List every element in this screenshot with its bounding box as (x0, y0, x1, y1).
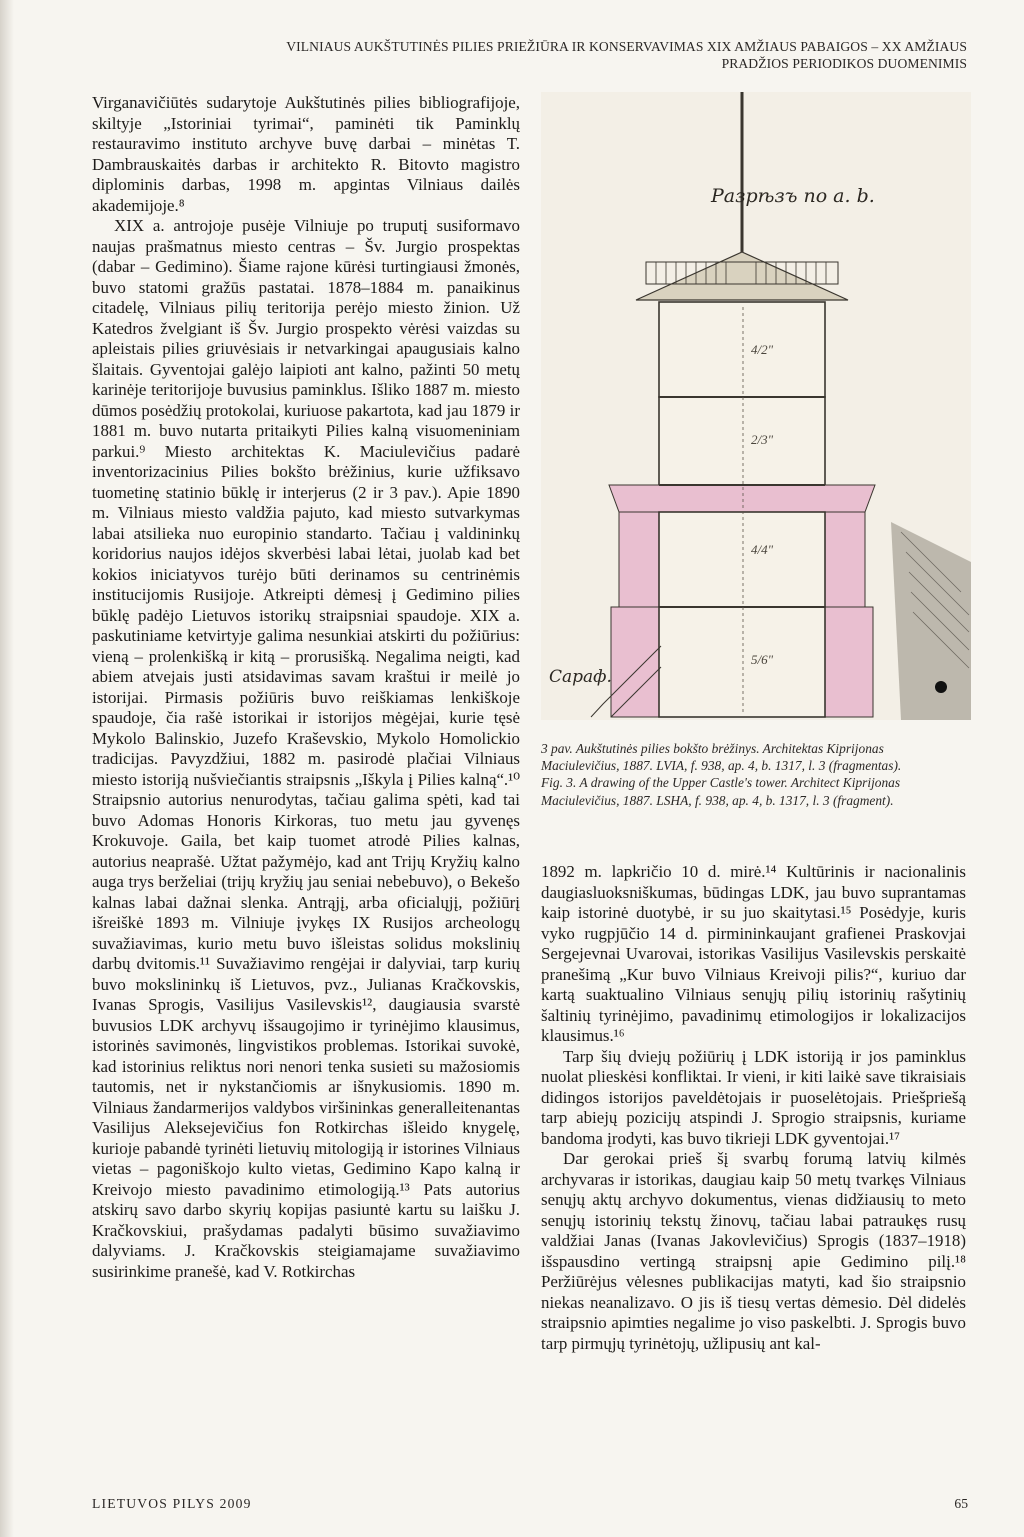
running-header-line-2: PRADŽIOS PERIODIKOS DUOMENIMIS (721, 56, 967, 71)
figure-caption (541, 740, 971, 809)
cornice-upper (609, 485, 875, 512)
handwritten-signature: Сараф. (549, 667, 612, 687)
footer-journal-title: LIETUVOS PILYS 2009 (92, 1496, 252, 1511)
hillside-shading (891, 522, 971, 720)
dimension-label-3: 4/4" (751, 542, 774, 557)
running-header (267, 38, 967, 72)
storey-second (659, 397, 825, 485)
storey-ground (659, 607, 825, 717)
left-paragraph-2: XIX a. antrojoje pusėje Vilniuje po truputį susiformavo naujas prašmatnus miesto centras – Šv. Jurgio prospektas (dabar – Gedimino). Šiame rajone kūrėsi turtingiausi žmonės, buvo statomi gražūs pastatai. 1878–1884 m. panaikinus citadelę, Vilniaus pilių teritorija perėjo miesto žinion. Už Katedros žvelgiant iš Šv. Jurgio prospekto vėrėsi vaizdas su apleistais pilies griuvėsiais ir netvarkingai apaugusiais kalno šlaitais. Gyventojai galėjo laipioti ant kalno, pažinti 50 metų karinėje teritorijoje buvusius paminklus. Išliko 1887 m. miesto dūmos posėdžių protokolai, kuriuose pakartota, kad jau 1879 ir 1881 m. buvo nutarta pritaikyti Pilies kalną visuomeniniam parkui.⁹ Miesto architektas K. Maciulevičius padarė inventorizacinius Pilies bokšto brėžinius, kurie užfiksavo tuometinę statinio būklę ir interjerus (2 ir 3 pav.). Apie 1890 m. Vilniaus miesto valdžia pajuto, kad miesto sutvarkymas labai atsilieka nuo europinio standarto. Tačiau į valdininkų koridorius naujos idėjos skverbėsi labai lėtai, juolab kad bet kokios iniciatyvos turėjo būti derinamos su centrinėmis institucijomis Rusijoje. Atkreipti dėmesį į Gedimino pilies būklę padėjo Lietuvos istorikų straipsniai spaudoje. XIX a. paskutiniame ketvirtyje galima nesunkiai atskirti du požiūrius: vieną – prolenkišką ir kitą – prorusišką. Negalima neigti, kad abiem atvejais justi atsidavimas savam kraštui ir meilė jo istorijai. Pirmasis požiūris buvo reiškiamas lenkiškoje spaudoje, čia rašė istorikai ir istorijos mėgėjai, kurie tęsė Mykolo Balinskio, Juzefo Kraševskio, Mykolo Homolickio tradicijas. Pavyzdžiui, 1882 m. pasirodė plačiai Vilniaus miesto istoriją nušviečiantis straipsnis „Iškyla į Pilies kalną“.¹⁰ Straipsnio autorius nenurodytas, tačiau galima spėti, kad tai buvo Adomas Honoris Kirkoras, tuo metu jau gyvenęs Krokuvoje. Gaila, bet kaip tuomet atrodė Pilies kalnas, autorius neaprašė. Užtat pažymėjo, kad ant Trijų Kryžių kalno auga trys berželiai (trijų kryžių jau seniai nebebuvo), o Bekešo kalnas labai dažnai slenka. Antrąjį, arba oficialųjį, požiūrį išreiškė 1893 m. Vilniuje įvykęs IX Rusijos archeologų suvažiavimas, kurio metu buvo išleistas solidus mokslinių darbų dvitomis.¹¹ Suvažiavimo rengėjai ir dalyviai, tarp kurių buvo mokslininkų iš Lietuvos, pvz., Julianas Kračkovskis, Ivanas Sprogis, Vasilijus Vasilevskis¹², daugiausia svarstė buvusios LDK archyvų išsaugojimo ir tyrinėjimo klausimus, istorinės savimonės, lingvistikos problemas. Istorikai suvokė, kad istorinius reliktus nori nenori tenka susieti su mažosiomis tautomis, net ir nykstančiomis ar išnykusiomis. 1890 m. Vilniaus žandarmerijos valdybos viršininkas generalleitenantas Vasilijus Aleksejevičius fon Rotkirchas išleido knygelę, kurioje pabandė tyrinėti lietuvių mitologiją ir istorines Vilniaus vietas – pagoniškojo kulto vietas, Gedimino Kapo kalną ir Kreivojo miesto pavadinimo etimologiją.¹³ Pats autorius atskirų savo darbo skyrių kopijas pasiuntė kartu su laišku J. Kračkovskiui, prašydamas padalyti būsimo suvažiavimo dalyviams. J. Kračkovskis steigiamajame suvažiavimo susirinkime pranešė, kad V. Rotkirchas (92, 216, 520, 1281)
figure-tower-drawing (541, 92, 971, 720)
caption-en-line-2: Maciulevičius, 1887. LSHA, f. 938, ap. 4, b. 1317, l. 3 (fragment). (541, 792, 894, 808)
caption-en-line-1: Fig. 3. A drawing of the Upper Castle's tower. Architect Kiprijonas (541, 775, 901, 791)
handwritten-title: Разрѣзъ по a. b. (711, 185, 875, 207)
left-paragraph-1: Virganavičiūtės sudarytoje Aukštutinės pilies bibliografijoje, skiltyje „Istoriniai tyrimai“, paminėti tik Paminklų restauravimo instituto archyve buvę darbai – minėtas T. Dambrauskaitės darbas ir architekto R. Bitovto magistro diplominis darbas, 1998 m. apgintas Vilniaus dailės akademijoje.⁸ (92, 93, 520, 215)
dimension-label-1: 4/2" (751, 342, 774, 357)
dimension-label-4: 5/6" (751, 652, 774, 667)
right-paragraph-2: Tarp šių dviejų požiūrių į LDK istoriją ir jos paminklus nuolat plieskėsi konfliktai. Ir vieni, ir kiti laikė save tikraisiais didingos istorijos paveldėtojais ir puoselėtojais. Priešpriešą tarp abiejų pozicijų atspindi J. Sprogio straipsnis, kuriame bandoma įrodyti, kas buvo tikrieji LDK gyventojai.¹⁷ (541, 1046, 966, 1148)
right-paragraph-1: 1892 m. lapkričio 10 d. mirė.¹⁴ Kultūrinis ir nacionalinis daugiasluoksniškumas, būdingas LDK, jau buvo suprantamas kaip istorinė duotybė, ir su juo skaitytasi.¹⁵ Posėdyje, kuris vyko rugpjūčio 14 d. pirmininkaujant grafienei Praskovjai Sergejevnai Uvarovai, istorikas Vasilijus Vasilevskis perskaitė pranešimą „Kur buvo Vilniaus Kreivoji pilis?“, kuriuo dar kartą suaktualino Vilniaus senųjų pilių istorinių rašytinių šaltinių tyrinėjimo, pavadinimų etimologijos ir lokalizacijos klausimus.¹⁶ (541, 862, 966, 1045)
left-text-column (92, 93, 520, 1425)
storey-third (659, 512, 825, 607)
caption-lt-line-1: 3 pav. Aukštutinės pilies bokšto brėžinys. Architektas Kiprijonas (541, 741, 884, 756)
right-text-column (541, 862, 966, 1446)
page-gutter-shadow (0, 0, 14, 1537)
right-paragraph-3: Dar gerokai prieš šį svarbų forumą latvių kilmės archyvaras ir istorikas, daugiau kaip 50 metų tvarkęs Vilniaus senųjų aktų archyvo dokumentus, vienas didžiausių to meto senųjų istorinių tekstų žinovų, tačiau labai patraukęs rusų valdžiai Janas (Ivanas Jakovlevičius) Sprogis (1837–1918) išspausdino vertingą straipsnį apie Gedimino pilį.¹⁸ Peržiūrėjus vėlesnes publikacijas matyti, kad šio straipsnio niekas neanalizavo. O jis iš tiesų vertas dėmesio. Dėl didelės straipsnio apimties negalime jo viso paskelbti. J. Sprogis buvo tarp pirmųjų tyrinėtojų, užlipusių ant kal- (541, 1149, 966, 1353)
storey-top (659, 302, 825, 397)
dimension-label-2: 2/3" (751, 432, 774, 447)
footer-page-number: 65 (954, 1496, 968, 1511)
tower-section-drawing (541, 92, 971, 720)
caption-lt-line-2: Maciulevičius, 1887. LVIA, f. 938, ap. 4, b. 1317, l. 3 (fragmentas). (541, 758, 902, 774)
running-header-line-1: VILNIAUS AUKŠTUTINĖS PILIES PRIEŽIŪRA IR KONSERVAVIMAS XIX AMŽIAUS PABAIGOS – XX AMŽIAUS (286, 39, 967, 54)
ink-dot (935, 681, 947, 693)
